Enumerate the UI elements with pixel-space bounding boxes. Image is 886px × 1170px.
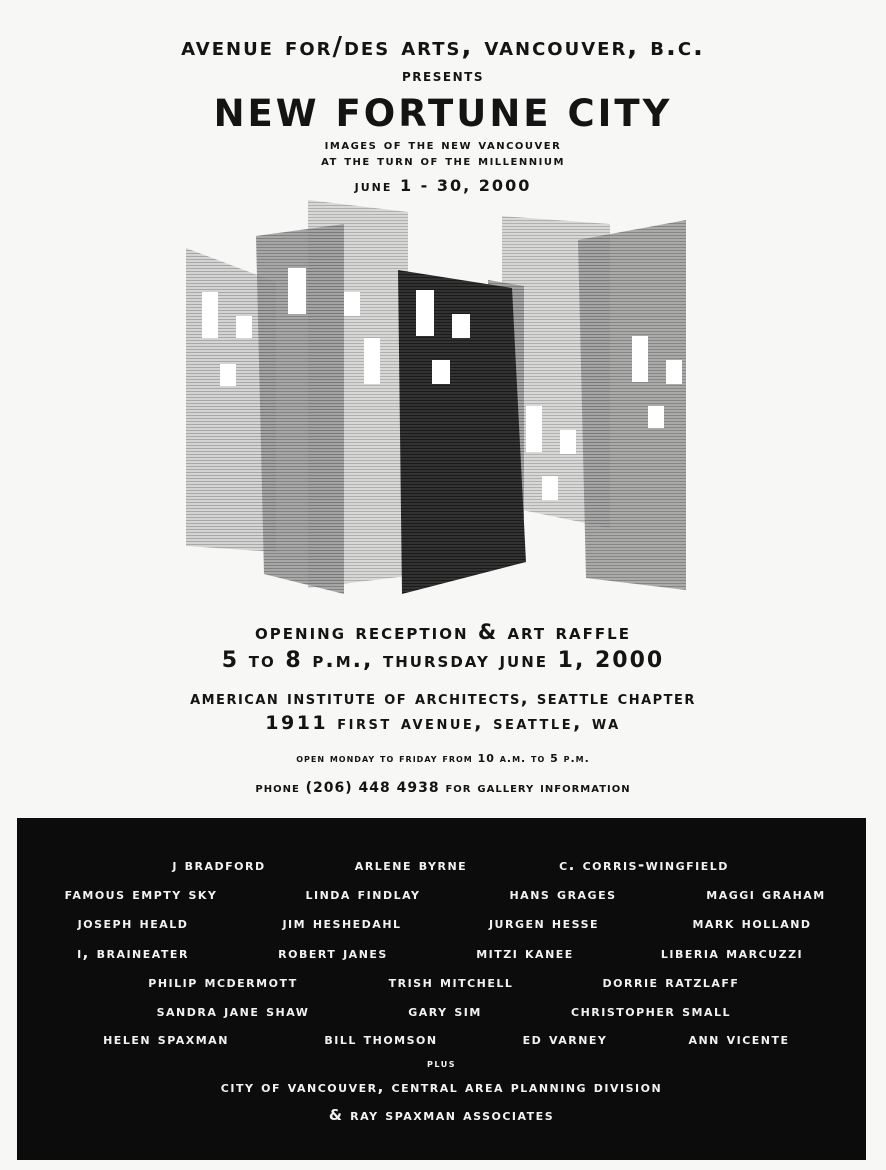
artist-name: joseph heald: [77, 914, 189, 932]
artist-name: helen spaxman: [103, 1030, 229, 1048]
artist-name: hans grages: [509, 885, 617, 903]
subtitle: [0, 137, 886, 169]
credits-line-1: city of vancouver, central area planning division: [220, 1078, 663, 1096]
artist-name: sandra jane shaw: [156, 1002, 310, 1020]
artist-name: jim heshedahl: [282, 914, 402, 932]
gallery-hours: open monday to friday from 10 a.m. to 5 p.m.: [296, 752, 590, 765]
organization-heading: avenue for/des arts, vancouver, b.c.: [181, 32, 705, 62]
artist-name: mark holland: [692, 914, 812, 932]
artist-name: robert janes: [278, 944, 388, 962]
artist-name: arlene byrne: [354, 856, 468, 874]
artist-row: [17, 856, 866, 880]
artists-panel: [17, 818, 866, 1160]
artist-name: maggi graham: [706, 885, 826, 903]
reception-heading: opening reception & art raffle: [255, 620, 631, 644]
artist-row: [17, 944, 866, 968]
subtitle-line-2: at the turn of the millennium: [321, 153, 565, 169]
artist-name: gary sim: [408, 1002, 482, 1020]
subtitle-line-1: images of the new vancouver: [324, 137, 562, 153]
artist-name: dorrie ratzlaff: [602, 973, 740, 991]
credits-plus: plus: [427, 1056, 456, 1070]
artist-name: jurgen hesse: [488, 914, 600, 932]
artist-name: i, braineater: [77, 944, 189, 962]
city-buildings-illustration: [176, 196, 696, 598]
venue-name: american institute of architects, seattle chapter: [190, 688, 696, 709]
artist-name: bill thomson: [324, 1030, 438, 1048]
artist-name: j bradford: [172, 856, 266, 874]
artist-name: christopher small: [571, 1002, 731, 1020]
artist-row: [17, 1002, 866, 1026]
artist-name: mitzi kanee: [476, 944, 574, 962]
artist-name: ed varney: [522, 1030, 608, 1048]
artist-row: [17, 1030, 866, 1054]
artist-name: ann vicente: [688, 1030, 790, 1048]
artist-name: liberia marcuzzi: [660, 944, 804, 962]
artist-name: famous empty sky: [64, 885, 218, 903]
venue-address: 1911 first avenue, seattle, wa: [265, 712, 621, 734]
page-title: NEW FORTUNE CITY: [213, 92, 673, 135]
artist-row: [17, 973, 866, 997]
building-right: [578, 220, 686, 590]
exhibition-dates: june 1 - 30, 2000: [354, 176, 532, 195]
credits-line-2: & ray spaxman associates: [328, 1106, 555, 1124]
reception-time: 5 to 8 p.m., thursday june 1, 2000: [221, 648, 665, 673]
presents-label: presents: [402, 66, 484, 86]
gallery-phone: phone (206) 448 4938 for gallery information: [255, 780, 631, 796]
artist-row: [17, 885, 866, 909]
artist-name: c. corris-wingfield: [559, 856, 729, 874]
artist-name: linda findlay: [305, 885, 421, 903]
artist-name: philip mcdermott: [148, 973, 298, 991]
artist-name: trish mitchell: [388, 973, 514, 991]
artist-row: [17, 914, 866, 938]
